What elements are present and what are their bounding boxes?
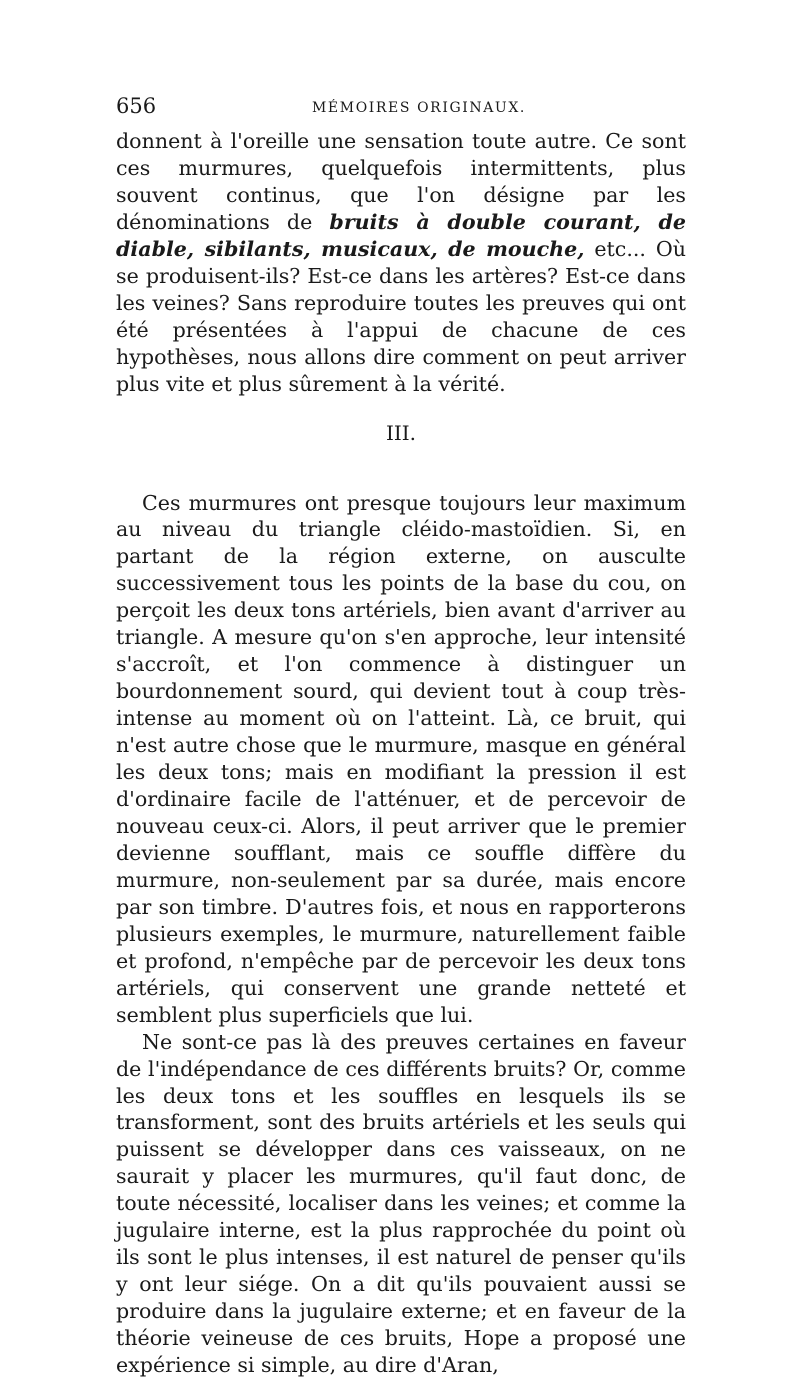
paragraph-continuation: [116, 128, 686, 398]
paragraph-2: Ces murmures ont presque toujours leur maximum au niveau du triangle cléido-mastoïdien. Si, en partant de la région externe, on ausculte successivement tous les points de la base du cou, on perçoit les deux tons artériels, bien avant d'arriver au triangle. A mesure qu'on s'en approche, leur intensité s'accroît, et l'on commence à distinguer un bourdonnement sourd, qui devient tout à coup très-intense au moment où on l'atteint. Là, ce bruit, qui n'est autre chose que le murmure, masque en général les deux tons; mais en modifiant la pression il est d'ordinaire facile de l'atténuer, et de percevoir de nouveau ceux-ci. Alors, il peut arriver que le premier devienne soufflant, mais ce souffle diffère du murmure, non-seulement par sa durée, mais encore par son timbre. D'autres fois, et nous en rapporterons plusieurs exemples, le murmure, naturellement faible et profond, n'empêche par de percevoir les deux tons artériels, qui conservent une grande netteté et semblent plus superficiels que lui.: [116, 490, 686, 1027]
paragraph-1-text-end: etc... Où se produisent-ils? Est-ce dans les artères? Est-ce dans les veines? Sans reproduire toutes les preuves qui ont été présentées à l'appui de chacune de ces hypothèses, nous allons dire comment on peut arriver plus vite et plus sûrement à la vérité.: [116, 236, 686, 396]
paragraph-1-text-start: donnent à l'oreille une sensation toute autre. Ce sont ces murmures, quelquefois intermittents, plus souvent continus, que l'on désigne par les dénominations de: [116, 129, 686, 234]
book-page: [116, 94, 686, 1379]
section-spacer: [116, 468, 686, 490]
paragraph-3: Ne sont-ce pas là des preuves certaines en faveur de l'indépendance de ces différents bruits? Or, comme les deux tons et les souffles en lesquels ils se transforment, sont des bruits artériels et les seuls qui puissent se développer dans ces vaisseaux, on ne saurait y placer les murmures, qu'il faut donc, de toute nécessité, localiser dans les veines; et comme la jugulaire interne, est la plus rapprochée du point où ils sont le plus intenses, il est naturel de penser qu'ils y ont leur siége. On a dit qu'ils pouvaient aussi se produire dans la jugulaire externe; et en faveur de la théorie veineuse de ces bruits, Hope a proposé une expérience si simple, au dire d'Aran,: [116, 1029, 686, 1378]
page-number: 656: [116, 94, 157, 118]
running-header: [116, 94, 686, 128]
section-heading: III.: [385, 420, 417, 445]
italic-terms: bruits à double courant, de diable, sibilants, musicaux, de mouche,: [116, 209, 686, 261]
running-title: MÉMOIRES ORIGINAUX.: [312, 100, 526, 116]
